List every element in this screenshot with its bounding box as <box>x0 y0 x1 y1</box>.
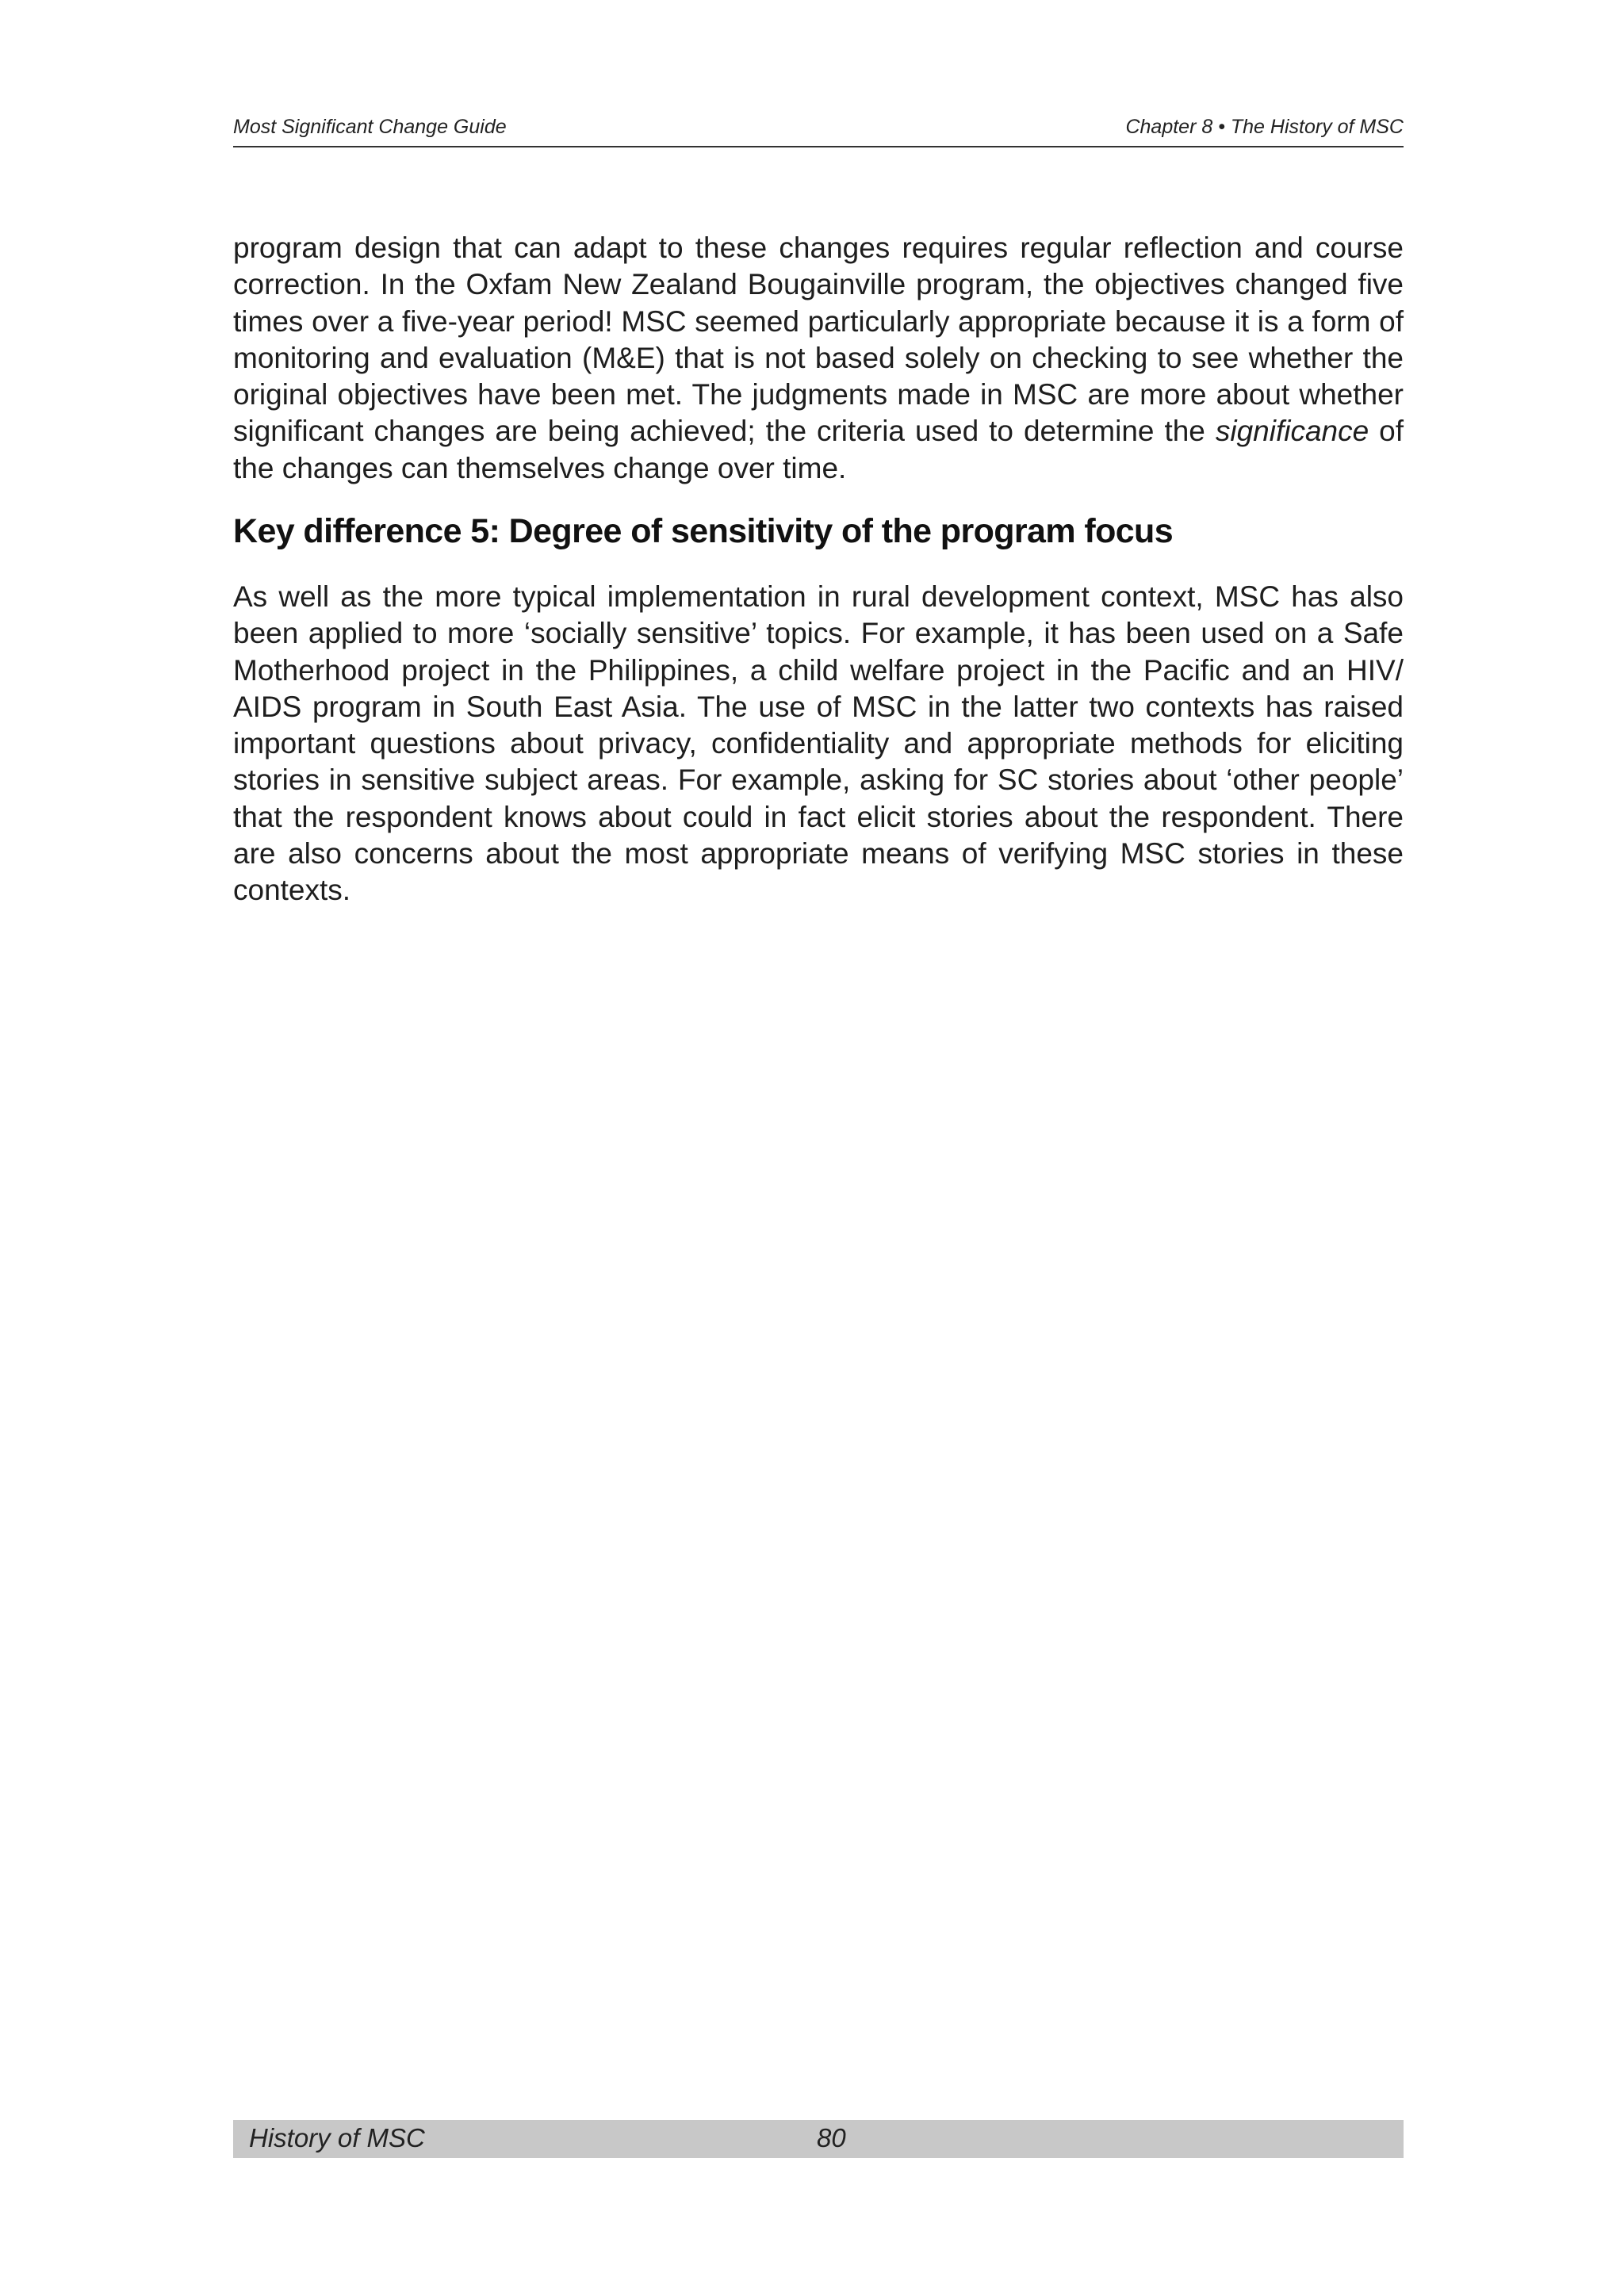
footer-section-title: History of MSC <box>249 2123 425 2152</box>
header-guide-title: Most Significant Change Guide <box>233 116 507 138</box>
page-number: 80 <box>817 2123 846 2152</box>
section-paragraph: As well as the more typical implementation in rural development context, MSC has also been applied to more ‘socially sensitive’ topics. For example, it has been used on a Safe Motherhood project in the Philippines, a child welfare project in the Pacific and an HIV/ AIDS program in South East Asia. The use of MSC in the latter two contexts has raised important questions about privacy, confidentiality and appropriate methods for eliciting stories in sensitive subject areas. For example, asking for SC stories about ‘other people’ that the respondent knows about could in fact elicit stories about the respondent. There are also concerns about the most appropriate means of verifying MSC stories in these contexts. <box>233 580 1404 907</box>
paragraph-text: program design that can adapt to these changes requires regular reflection and course correction. In the Oxfam New Zealand Bougainville program, the objectives changed five times over a five-year period! MSC seemed particularly appropriate because it is a form of monitoring and evaluation (M&E) that is not based solely on checking to see whether the original objectives have been met. The judgments made in MSC are more about whether significant changes are being achieved; the criteria used to determine the <box>233 232 1404 448</box>
section-heading: Key difference 5: Degree of sensitivity of the program focus <box>233 512 1174 550</box>
body-paragraph <box>233 230 1404 487</box>
emphasized-term: significance <box>1215 415 1369 448</box>
running-header <box>233 114 1404 147</box>
running-footer <box>233 2120 1404 2158</box>
paragraph-text-end: of the changes can themselves change over time. <box>233 415 1404 484</box>
header-chapter-title: Chapter 8 • The History of MSC <box>1125 116 1404 138</box>
